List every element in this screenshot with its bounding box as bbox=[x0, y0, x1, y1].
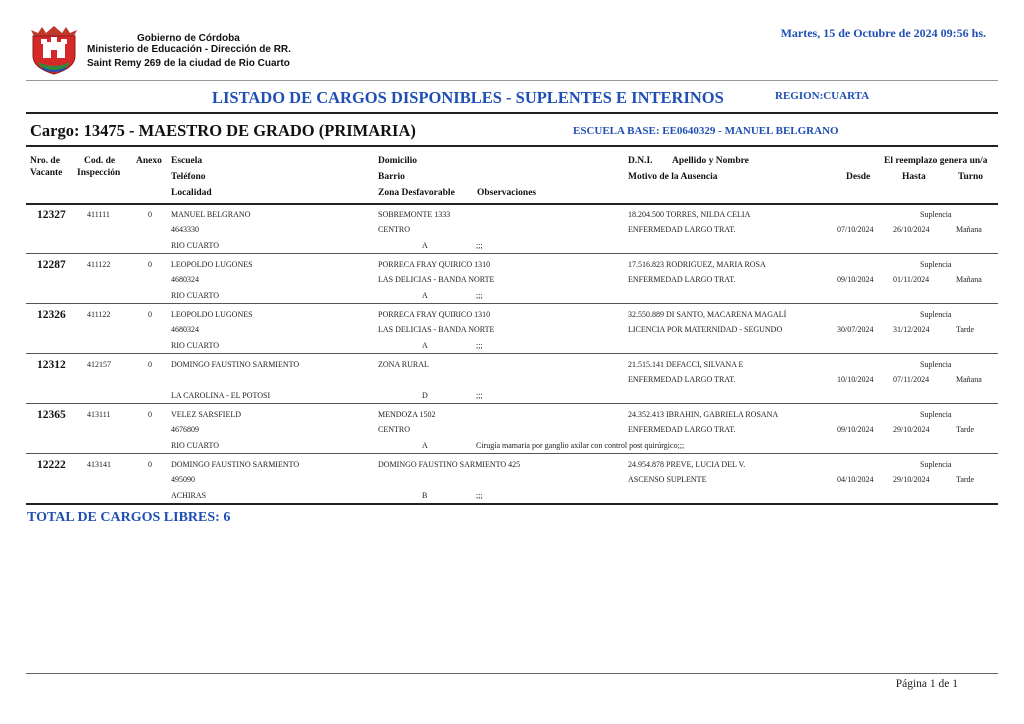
school-locality: LA CAROLINA - EL POTOSI bbox=[171, 391, 271, 400]
anexo-value: 0 bbox=[148, 210, 152, 219]
observations: Cirugía mamaria por ganglio axilar con control post quirúrgico;;; bbox=[476, 441, 685, 450]
school-phone: 4643330 bbox=[171, 225, 199, 234]
report-title: LISTADO DE CARGOS DISPONIBLES - SUPLENTES E INTERINOS bbox=[212, 88, 724, 107]
school-neighborhood: CENTRO bbox=[378, 425, 410, 434]
replacement-type: Suplencia bbox=[920, 310, 952, 319]
zona-desfavorable: A bbox=[422, 291, 428, 300]
footer-divider bbox=[26, 673, 998, 674]
observations: ;;; bbox=[476, 241, 483, 250]
shift: Tarde bbox=[956, 325, 975, 334]
school-phone: 4680324 bbox=[171, 275, 199, 284]
school-name: LEOPOLDO LUGONES bbox=[171, 310, 253, 319]
inspection-code: 411122 bbox=[87, 260, 111, 269]
inspection-code: 413141 bbox=[87, 460, 111, 469]
header-zona: Zona Desfavorable bbox=[378, 188, 455, 198]
date-to: 07/11/2024 bbox=[893, 375, 930, 384]
header-barrio: Barrio bbox=[378, 172, 405, 182]
total-cargos: TOTAL DE CARGOS LIBRES: 6 bbox=[27, 510, 231, 525]
school-name: DOMINGO FAUSTINO SARMIENTO bbox=[171, 360, 300, 369]
row-divider bbox=[26, 403, 998, 404]
shift: Mañana bbox=[956, 275, 982, 284]
school-address: PORRECA FRAY QUIRICO 1310 bbox=[378, 310, 491, 319]
vacante-number: 12222 bbox=[37, 459, 66, 471]
vacante-number: 12312 bbox=[37, 359, 66, 371]
observations: ;;; bbox=[476, 391, 483, 400]
school-address: PORRECA FRAY QUIRICO 1310 bbox=[378, 260, 491, 269]
org-line-2: Ministerio de Educación - Dirección de RR. bbox=[87, 44, 291, 55]
header-anexo: Anexo bbox=[136, 156, 162, 166]
replacement-type: Suplencia bbox=[920, 260, 952, 269]
absence-reason: ASCENSO SUPLENTE bbox=[628, 475, 707, 484]
header-motivo: Motivo de la Ausencia bbox=[628, 172, 718, 182]
zona-desfavorable: A bbox=[422, 341, 428, 350]
school-locality: ACHIRAS bbox=[171, 491, 207, 500]
cargo-heading: Cargo: 13475 - MAESTRO DE GRADO (PRIMARIA) bbox=[30, 121, 416, 140]
header-inspeccion: Inspección bbox=[77, 168, 121, 178]
shift: Tarde bbox=[956, 475, 975, 484]
region-label: REGION:CUARTA bbox=[775, 90, 870, 102]
row-divider bbox=[26, 503, 998, 505]
row-divider bbox=[26, 253, 998, 254]
school-locality: RIO CUARTO bbox=[171, 341, 220, 350]
header-telefono: Teléfono bbox=[171, 172, 206, 182]
school-address: SOBREMONTE 1333 bbox=[378, 210, 451, 219]
observations: ;;; bbox=[476, 291, 483, 300]
school-name: LEOPOLDO LUGONES bbox=[171, 260, 253, 269]
school-phone: 495090 bbox=[171, 475, 195, 484]
observations: ;;; bbox=[476, 491, 483, 500]
school-name: MANUEL BELGRANO bbox=[171, 210, 251, 219]
inspection-code: 411111 bbox=[87, 210, 110, 219]
replacement-type: Suplencia bbox=[920, 360, 952, 369]
date-from: 09/10/2024 bbox=[837, 275, 874, 284]
header-reemplazo: El reemplazo genera un/a bbox=[884, 156, 988, 166]
row-divider bbox=[26, 453, 998, 454]
school-locality: RIO CUARTO bbox=[171, 441, 220, 450]
school-address: ZONA RURAL bbox=[378, 360, 429, 369]
header-vacante: Vacante bbox=[30, 168, 63, 178]
header-observaciones: Observaciones bbox=[477, 188, 537, 198]
date-from: 09/10/2024 bbox=[837, 425, 874, 434]
headers-divider bbox=[26, 203, 998, 205]
date-from: 10/10/2024 bbox=[837, 375, 874, 384]
vacante-number: 12365 bbox=[37, 409, 66, 421]
report-datetime: Martes, 15 de Octubre de 2024 09:56 hs. bbox=[780, 26, 986, 40]
absence-reason: LICENCIA POR MATERNIDAD - SEGUNDO bbox=[628, 325, 783, 334]
title-divider bbox=[26, 112, 998, 114]
date-to: 29/10/2024 bbox=[893, 475, 930, 484]
anexo-value: 0 bbox=[148, 360, 152, 369]
date-to: 31/12/2024 bbox=[893, 325, 930, 334]
header-cod: Cod. de bbox=[84, 156, 116, 166]
school-name: DOMINGO FAUSTINO SARMIENTO bbox=[171, 460, 300, 469]
vacante-number: 12326 bbox=[37, 309, 66, 321]
school-neighborhood: LAS DELICIAS - BANDA NORTE bbox=[378, 325, 495, 334]
date-from: 07/10/2024 bbox=[837, 225, 874, 234]
zona-desfavorable: B bbox=[422, 491, 428, 500]
dni-and-name: 17.516.823 RODRIGUEZ, MARIA ROSA bbox=[628, 260, 766, 269]
dni-and-name: 24.352.413 IBRAHIN, GABRIELA ROSANA bbox=[628, 410, 779, 419]
vacante-number: 12327 bbox=[37, 209, 66, 221]
observations: ;;; bbox=[476, 341, 483, 350]
inspection-code: 412157 bbox=[87, 360, 111, 369]
school-neighborhood: LAS DELICIAS - BANDA NORTE bbox=[378, 275, 495, 284]
header-divider bbox=[26, 80, 998, 81]
replacement-type: Suplencia bbox=[920, 210, 952, 219]
school-address: MENDOZA 1502 bbox=[378, 410, 436, 419]
date-to: 29/10/2024 bbox=[893, 425, 930, 434]
school-locality: RIO CUARTO bbox=[171, 291, 220, 300]
dni-and-name: 21.515.141 DEFACCI, SILVANA E bbox=[628, 360, 744, 369]
shift: Mañana bbox=[956, 225, 982, 234]
dni-and-name: 18.204.500 TORRES, NILDA CELIA bbox=[628, 210, 751, 219]
absence-reason: ENFERMEDAD LARGO TRAT. bbox=[628, 275, 736, 284]
cargo-divider bbox=[26, 145, 998, 147]
row-divider bbox=[26, 353, 998, 354]
header-desde: Desde bbox=[846, 172, 871, 182]
page-number: Página 1 de 1 bbox=[895, 678, 958, 690]
cordoba-coat-of-arms-logo bbox=[28, 24, 80, 78]
zona-desfavorable: A bbox=[422, 241, 428, 250]
escuela-base: ESCUELA BASE: EE0640329 - MANUEL BELGRANO bbox=[573, 125, 839, 137]
header-domicilio: Domicilio bbox=[378, 156, 418, 166]
header-apellido: Apellido y Nombre bbox=[672, 156, 749, 166]
anexo-value: 0 bbox=[148, 460, 152, 469]
zona-desfavorable: A bbox=[422, 441, 428, 450]
shift: Mañana bbox=[956, 375, 982, 384]
header-turno: Turno bbox=[958, 172, 983, 182]
anexo-value: 0 bbox=[148, 260, 152, 269]
school-name: VELEZ SARSFIELD bbox=[171, 410, 241, 419]
absence-reason: ENFERMEDAD LARGO TRAT. bbox=[628, 225, 736, 234]
replacement-type: Suplencia bbox=[920, 410, 952, 419]
absence-reason: ENFERMEDAD LARGO TRAT. bbox=[628, 375, 736, 384]
school-address: DOMINGO FAUSTINO SARMIENTO 425 bbox=[378, 460, 521, 469]
dni-and-name: 24.954.878 PREVE, LUCIA DEL V. bbox=[628, 460, 746, 469]
header-escuela: Escuela bbox=[171, 156, 203, 166]
shift: Tarde bbox=[956, 425, 975, 434]
date-from: 30/07/2024 bbox=[837, 325, 874, 334]
school-phone: 4680324 bbox=[171, 325, 199, 334]
anexo-value: 0 bbox=[148, 310, 152, 319]
header-hasta: Hasta bbox=[902, 172, 926, 182]
school-locality: RIO CUARTO bbox=[171, 241, 220, 250]
inspection-code: 411122 bbox=[87, 310, 111, 319]
replacement-type: Suplencia bbox=[920, 460, 952, 469]
vacante-number: 12287 bbox=[37, 259, 66, 271]
date-from: 04/10/2024 bbox=[837, 475, 874, 484]
date-to: 01/11/2024 bbox=[893, 275, 930, 284]
org-address: Saint Remy 269 de la ciudad de Rio Cuarto bbox=[87, 58, 290, 69]
zona-desfavorable: D bbox=[422, 391, 428, 400]
absence-reason: ENFERMEDAD LARGO TRAT. bbox=[628, 425, 736, 434]
header-localidad: Localidad bbox=[171, 188, 212, 198]
inspection-code: 413111 bbox=[87, 410, 111, 419]
school-phone: 4676809 bbox=[171, 425, 199, 434]
school-neighborhood: CENTRO bbox=[378, 225, 410, 234]
date-to: 26/10/2024 bbox=[893, 225, 930, 234]
header-nro: Nro. de bbox=[30, 156, 60, 166]
dni-and-name: 32.550.889 DI SANTO, MACARENA MAGALÍ bbox=[628, 310, 787, 319]
org-line-1: Gobierno de Córdoba bbox=[137, 33, 240, 44]
anexo-value: 0 bbox=[148, 410, 152, 419]
row-divider bbox=[26, 303, 998, 304]
header-dni: D.N.I. bbox=[628, 156, 653, 166]
